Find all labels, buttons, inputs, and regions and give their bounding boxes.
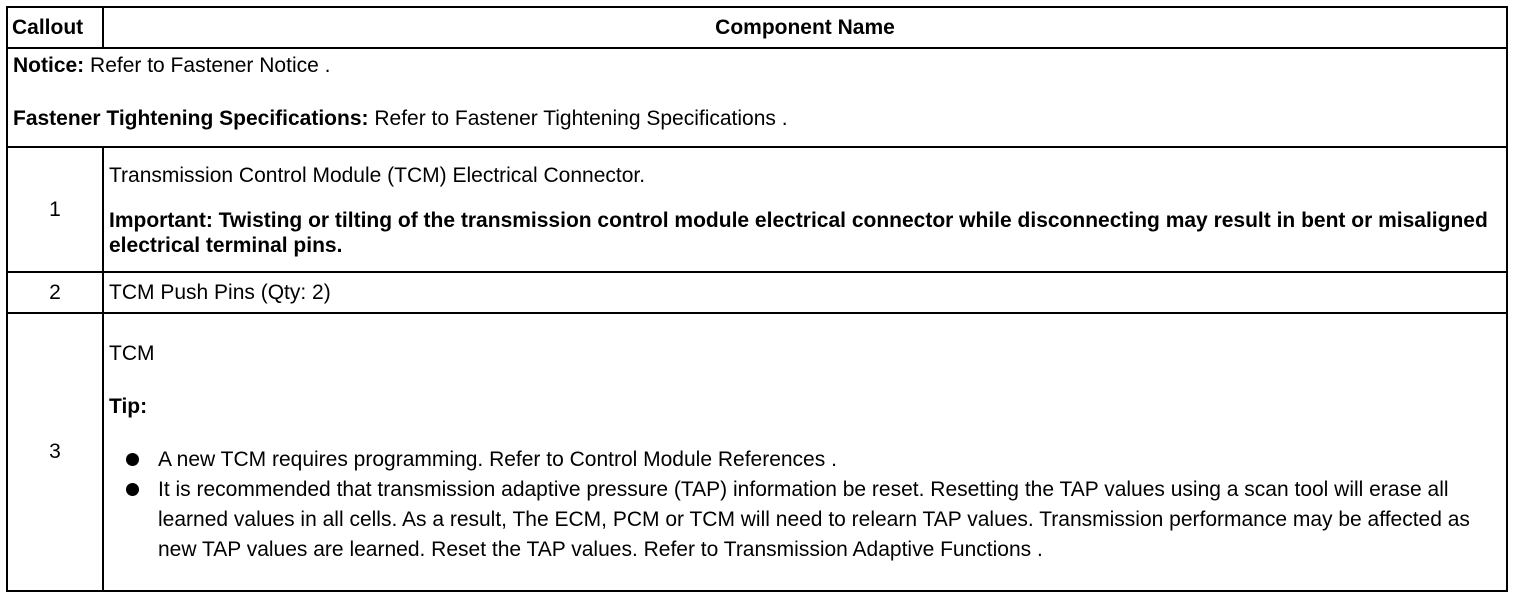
component-table-container xyxy=(6,6,1508,592)
table-row xyxy=(7,272,1507,313)
tip-label: Tip: xyxy=(109,395,148,418)
component-name-header: Component Name xyxy=(103,7,1507,48)
component-name: TCM Push Pins (Qty: 2) xyxy=(109,280,331,304)
notice-line xyxy=(13,53,1501,78)
component-name: TCM xyxy=(109,341,155,365)
callout-cell: 2 xyxy=(7,272,103,313)
callout-cell: 1 xyxy=(7,147,103,272)
callout-cell: 3 xyxy=(7,313,103,591)
component-cell xyxy=(103,313,1507,591)
bullet-icon xyxy=(126,483,139,496)
component-cell xyxy=(103,272,1507,313)
notice-text: Refer to Fastener Notice . xyxy=(84,54,331,78)
list-item xyxy=(125,445,1501,475)
notice-label: Notice: xyxy=(13,54,85,78)
notice-row xyxy=(7,48,1507,147)
tip-text: It is recommended that transmission adaptive pressure (TAP) information be reset. Resetting the TAP values using a scan tool will erase all learned values in all cells. As a result, The ECM, PCM or TCM will need to relearn TAP values. Transmission performance may be affected as new TAP values are learned. Reset the TAP values. Refer to Transmission Adaptive Functions . xyxy=(158,478,1470,562)
component-name: Transmission Control Module (TCM) Electrical Connector. xyxy=(109,163,646,187)
notice-cell xyxy=(7,48,1507,147)
tip-list xyxy=(109,445,1501,565)
component-cell xyxy=(103,147,1507,272)
important-note: Important: Twisting or tilting of the transmission control module electrical connector while disconnecting may result in bent or misaligned electrical terminal pins. xyxy=(109,208,1488,257)
tip-text: A new TCM requires programming. Refer to Control Module References . xyxy=(158,448,837,472)
fastener-text: Refer to Fastener Tightening Specifications . xyxy=(368,107,788,131)
component-table xyxy=(6,6,1508,592)
table-row xyxy=(7,147,1507,272)
fastener-label: Fastener Tightening Specifications: xyxy=(13,107,369,131)
list-item xyxy=(125,475,1501,565)
callout-header: Callout xyxy=(7,7,103,48)
table-row xyxy=(7,313,1507,591)
header-row xyxy=(7,7,1507,48)
fastener-line xyxy=(13,106,1501,131)
bullet-icon xyxy=(126,453,139,466)
